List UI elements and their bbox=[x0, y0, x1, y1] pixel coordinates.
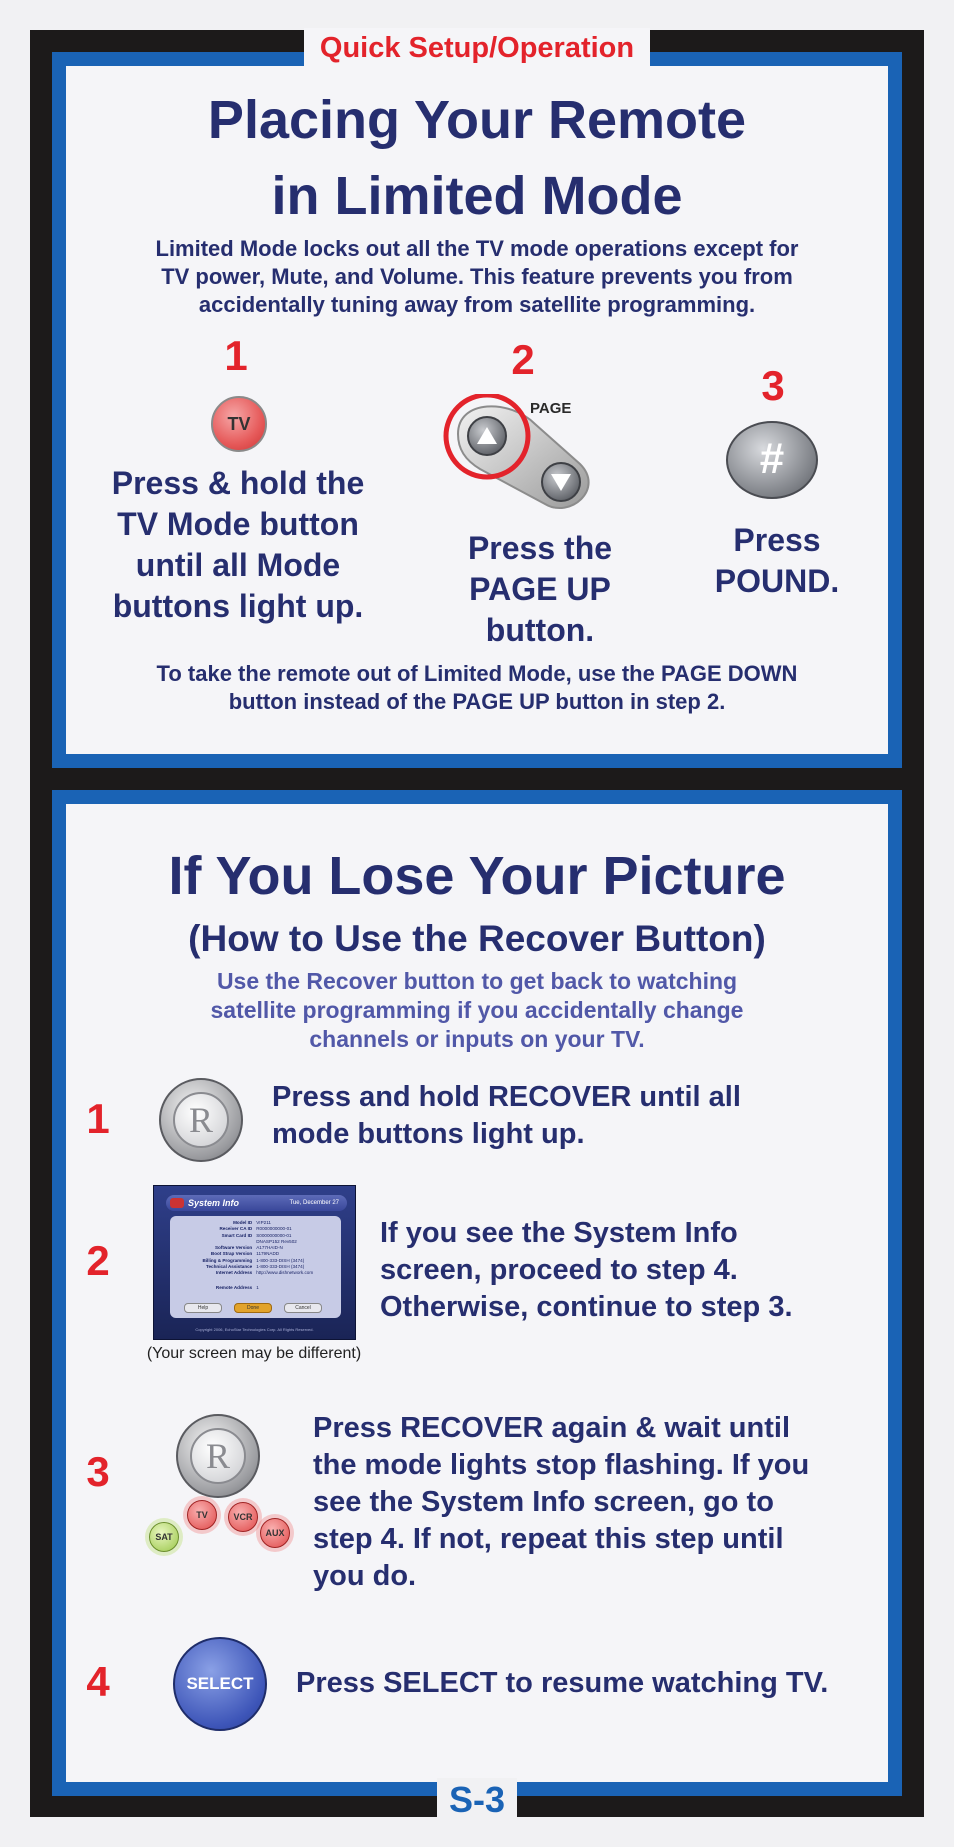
system-info-row-value: R0000000000-01 bbox=[256, 1226, 292, 1232]
step-line: buttons light up. bbox=[112, 588, 364, 624]
system-info-row-label: Software Version bbox=[214, 1245, 253, 1251]
pound-button[interactable]: # bbox=[726, 421, 818, 499]
system-info-copyright: Copyright 2006, EchoStar Technologies Corp. All Rights Reserved. bbox=[195, 1327, 314, 1332]
recover-step-1-text bbox=[272, 1079, 741, 1153]
recover-step-3-number: 3 bbox=[86, 1448, 110, 1495]
recover-step-4-number: 4 bbox=[86, 1658, 110, 1705]
step-line: Otherwise, continue to step 3. bbox=[380, 1291, 793, 1323]
intro-line: TV power, Mute, and Volume. This feature prevents you from bbox=[161, 264, 793, 289]
intro-line: Limited Mode locks out all the TV mode operations except for bbox=[155, 236, 799, 261]
system-info-row bbox=[174, 1285, 337, 1291]
tv-mode-button[interactable]: TV bbox=[211, 396, 267, 452]
note-line: button instead of the PAGE UP button in step 2. bbox=[228, 689, 726, 714]
page-number: S-3 bbox=[437, 1778, 517, 1822]
recover-button[interactable] bbox=[159, 1078, 243, 1162]
limited-step-3-number: 3 bbox=[761, 362, 785, 409]
step-line: button. bbox=[485, 612, 595, 648]
system-info-row-value: http://www.dishnetwork.com bbox=[256, 1270, 314, 1276]
step-line: the mode lights stop flashing. If you bbox=[313, 1449, 810, 1481]
system-info-row-value: VIP211 bbox=[256, 1220, 271, 1225]
help-button[interactable]: Help bbox=[184, 1303, 222, 1313]
section-header-label: Quick Setup/Operation bbox=[304, 28, 650, 68]
system-info-row-label: Smart Card ID bbox=[221, 1232, 253, 1238]
vcr-mode-light: VCR bbox=[228, 1502, 258, 1532]
recover-step-3-text bbox=[313, 1410, 809, 1595]
system-info-row-value: DNASP152 Rev502 bbox=[256, 1238, 297, 1244]
recover-intro bbox=[66, 967, 888, 1054]
step-line: Press RECOVER again & wait until bbox=[313, 1412, 790, 1444]
limited-step-2-text bbox=[430, 528, 650, 651]
note-line: To take the remote out of Limited Mode, use the PAGE DOWN bbox=[156, 661, 798, 686]
done-button[interactable]: Done bbox=[234, 1303, 272, 1313]
system-info-row-label: Receiver CA ID bbox=[219, 1226, 253, 1232]
intro-line: accidentally tuning away from satellite programming. bbox=[198, 292, 756, 317]
recover-step-1-number: 1 bbox=[86, 1095, 110, 1142]
system-info-title-bar bbox=[166, 1195, 347, 1211]
intro-line: channels or inputs on your TV. bbox=[309, 1026, 645, 1052]
limited-step-1-text bbox=[96, 463, 380, 627]
system-info-row-label: Technical Assistance bbox=[206, 1264, 253, 1270]
step-line: Press the bbox=[467, 530, 613, 566]
page-up-arrow-button[interactable] bbox=[468, 417, 506, 455]
screen-variation-caption: (Your screen may be different) bbox=[146, 1345, 362, 1362]
system-info-row-value: 1 bbox=[256, 1284, 259, 1290]
system-info-row-label: Internet Address bbox=[215, 1270, 253, 1276]
system-info-buttons bbox=[184, 1303, 324, 1313]
step-line: Press bbox=[733, 522, 821, 558]
cancel-button[interactable]: Cancel bbox=[284, 1303, 322, 1313]
system-info-row-label: Billing & Programming bbox=[202, 1257, 253, 1263]
step-line: step 4. If not, repeat this step until bbox=[313, 1523, 784, 1555]
limited-mode-title-line2: in Limited Mode bbox=[271, 166, 683, 226]
system-info-rows bbox=[174, 1220, 337, 1291]
system-info-row-value: 1-800-333-DISH (3474) bbox=[256, 1257, 305, 1263]
page-up-down-button[interactable] bbox=[440, 394, 600, 519]
limited-mode-intro bbox=[66, 235, 888, 319]
step-line: Press and hold RECOVER until all bbox=[272, 1081, 741, 1113]
step-line: you do. bbox=[313, 1560, 417, 1592]
aux-mode-light: AUX bbox=[260, 1518, 290, 1548]
system-info-screen-image bbox=[153, 1185, 356, 1340]
recover-title: If You Lose Your Picture bbox=[168, 846, 786, 906]
sat-mode-light: SAT bbox=[149, 1522, 179, 1552]
system-info-row-label: Model ID bbox=[233, 1220, 253, 1225]
recover-step-4-text bbox=[296, 1665, 828, 1702]
recover-button[interactable] bbox=[176, 1414, 260, 1498]
dish-logo-icon bbox=[170, 1198, 184, 1208]
select-button[interactable]: SELECT bbox=[173, 1637, 267, 1731]
step-line: PAGE UP bbox=[469, 571, 611, 607]
system-info-row-value: S0000000000-01 bbox=[256, 1232, 292, 1238]
step-line: see the System Info screen, go to bbox=[313, 1486, 774, 1518]
system-info-row-value: 1-800-333-DISH (3474) bbox=[256, 1264, 305, 1270]
recover-step-2-number: 2 bbox=[86, 1237, 110, 1284]
system-info-title: System Info bbox=[188, 1198, 240, 1208]
step-line: TV Mode button bbox=[117, 506, 359, 542]
limited-step-1-number: 1 bbox=[224, 332, 248, 379]
recover-subtitle: (How to Use the Recover Button) bbox=[188, 918, 766, 959]
system-info-row-value: 1179NADD bbox=[256, 1251, 280, 1257]
limited-step-3-text bbox=[690, 520, 864, 602]
step-line: until all Mode bbox=[135, 547, 341, 583]
limited-step-2-number: 2 bbox=[511, 336, 535, 383]
step-line: If you see the System Info bbox=[380, 1217, 738, 1249]
system-info-row-label: Remote Address bbox=[215, 1284, 253, 1290]
step-line: POUND. bbox=[714, 563, 840, 599]
step-line: Press & hold the bbox=[111, 465, 365, 501]
step-line: mode buttons light up. bbox=[272, 1118, 585, 1150]
tv-mode-light: TV bbox=[187, 1500, 217, 1530]
system-info-row bbox=[174, 1270, 337, 1276]
recover-r-icon: R bbox=[173, 1092, 229, 1148]
limited-mode-title-line1: Placing Your Remote bbox=[207, 90, 747, 150]
system-info-date: Tue, December 27 bbox=[289, 1200, 339, 1206]
system-info-row-label: Boot Strap Version bbox=[210, 1251, 253, 1257]
recover-r-icon: R bbox=[190, 1428, 246, 1484]
step-line: Press SELECT to resume watching TV. bbox=[296, 1667, 829, 1699]
recover-step-2-text bbox=[380, 1215, 793, 1326]
step-line: screen, proceed to step 4. bbox=[380, 1254, 738, 1286]
intro-line: satellite programming if you accidentally change bbox=[210, 997, 744, 1023]
system-info-body bbox=[170, 1216, 341, 1318]
intro-line: Use the Recover button to get back to watching bbox=[216, 968, 738, 994]
page-button-label: PAGE bbox=[530, 400, 572, 417]
page-down-arrow-button[interactable] bbox=[542, 463, 580, 501]
limited-mode-exit-note bbox=[66, 660, 888, 716]
system-info-row-value: A177HAID-N bbox=[256, 1245, 283, 1251]
